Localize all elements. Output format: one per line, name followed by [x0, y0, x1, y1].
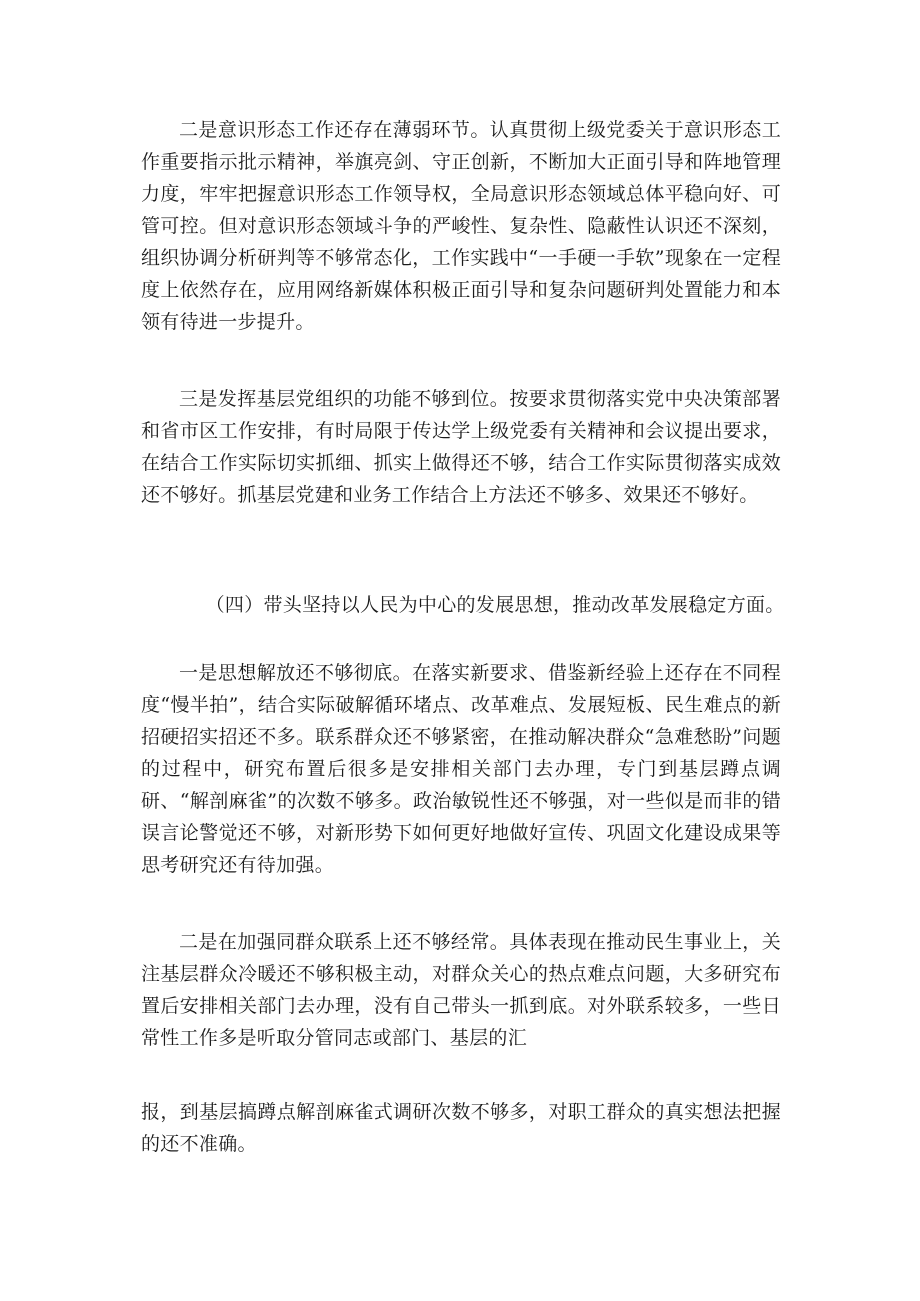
section-heading-four: （四）带头坚持以人民为中心的发展思想，推动改革发展稳定方面。 — [205, 594, 785, 616]
paragraph-ideology-work: 二是意识形态工作还存在薄弱环节。认真贯彻上级党委关于意识形态工作重要指示批示精神，举旗亮剑、守正创新，不断加大正面引导和阵地管理力度，牢牢把握意识形态工作领导权，全局意识形态领域总体平稳向好、可管可控。但对意识形态领域斗争的严峻性、复杂性、隐蔽性认识还不深刻，组织协调分析研判等不够常态化，工作实践中“一手硬一手软”现象在一定程度上依然存在，应用网络新媒体积极正面引导和复杂问题研判处置能力和本领有待进一步提升。 — [141, 119, 781, 333]
paragraph-contact-with-masses: 二是在加强同群众联系上还不够经常。具体表现在推动民生事业上，关注基层群众冷暖还不够积极主动，对群众关心的热点难点问题，大多研究布置后安排相关部门去办理，没有自己带头一抓到底。对外联系较多，一些日常性工作多是听取分管同志或部门、基层的汇 — [141, 931, 781, 1049]
paragraph-continuation: 报，到基层搞蹲点解剖麻雀式调研次数不够多，对职工群众的真实想法把握的还不准确。 — [141, 1101, 781, 1155]
paragraph-thought-emancipation: 一是思想解放还不够彻底。在落实新要求、借鉴新经验上还存在不同程度“慢半拍”，结合实际破解循环堵点、改革难点、发展短板、民生难点的新招硬招实招还不多。联系群众还不够紧密，在推动解决群众“急难愁盼”问题的过程中，研究布置后很多是安排相关部门去办理，专门到基层蹲点调研、“解剖麻雀”的次数不够多。政治敏锐性还不够强，对一些似是而非的错误言论警觉还不够，对新形势下如何更好地做好宣传、巩固文化建设成果等思考研究还有待加强。 — [141, 662, 781, 876]
paragraph-grassroots-party-organization: 三是发挥基层党组织的功能不够到位。按要求贯彻落实党中央决策部署和省市区工作安排，有时局限于传达学上级党委有关精神和会议提出要求，在结合工作实际切实抓细、抓实上做得还不够，结合工作实际贯彻落实成效还不够好。抓基层党建和业务工作结合上方法还不够多、效果还不够好。 — [141, 388, 781, 506]
